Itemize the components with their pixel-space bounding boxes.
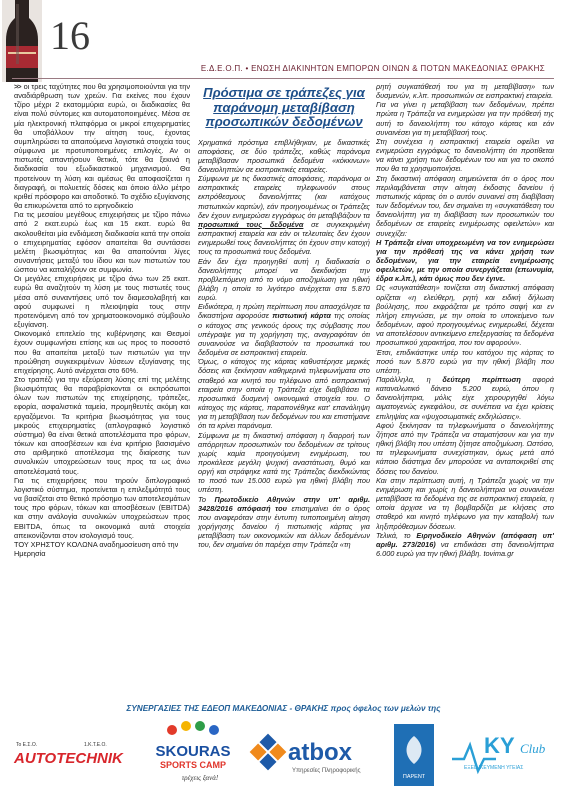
svg-text:K: K: [484, 733, 500, 758]
page-number: 16: [50, 13, 90, 58]
article-text: Ειδικότερα, η πρώτη περίπτωση που απασχόλησε τα δικαστήρια αφορούσε: [198, 302, 370, 321]
col1-paragraph: [14, 82, 190, 210]
header-divider: [12, 78, 554, 79]
article-paragraph: Εάν δεν έχει προηγηθεί αυτή η διαδικασία ο δανειολήπτης μπορεί να διεκδικήσει την προβλεπόμενη από το νόμο αποζημίωση για ηθική βλάβη η οποία το λιγότερο ανέρχεται στα 5.870 ευρώ.: [198, 256, 370, 303]
skouras-sports-camp-logo[interactable]: [150, 718, 236, 792]
article-text: να επιδικάσει στη δανειολήπτρια 6.000 ευρώ για την ηθική βλάβη. tovima.gr: [376, 539, 554, 558]
page-header: [0, 0, 567, 78]
key-club-logo[interactable]: [442, 718, 554, 792]
emphasis-paragraph: Η Τράπεζα είναι υποχρεωμένη να τον ενημερώσει για την πρόθεσή της να κάνει χρήση των δεδομένων, για την εταιρεία ενημέρωσης οφειλετών, με την οποία συνεργάζεται (επωνυμία, έδρα κ.λπ.), κάτι όμως που δεν έγινε.: [376, 237, 554, 284]
article-title: Πρόστιμα σε τράπεζες για παράνομη μεταβίβαση προσωπικών δεδομένων: [203, 85, 365, 129]
key-club-sub-text: ΕΞΕΙΔΙΚΕΥΜΕΝΗ ΥΓΕΙΑΣ: [464, 765, 524, 771]
article-paragraph: ρητή συγκατάθεσή του για τη μεταβίβαση» των δυσμενών, κ.λπ. προσωπικών σε εισπρακτική εταιρεία.: [376, 82, 554, 101]
article-paragraph: Σύμφωνα με τη δικαστική απόφαση η διαρροή των απόρρητων προσωπικών του δεδομένων σε τρίτους χωρίς καμία προηγούμενη ενημέρωση, του προκάλεσε μεγάλη ψυχική αναστάτωση, θυμό και οργή και στράφηκε κατά της Τράπεζας διεκδικώντας το ποσό των 15.000 ευρώ για ηθική βλάβη που υπέστη.: [198, 430, 370, 495]
key-club-logo-graphic: [442, 725, 554, 785]
emphasis-text: Πρωτοδικείο Αθηνών στην υπ' αριθμ. 3428/2016 απόφασή του: [198, 494, 370, 513]
col1-paragraph: Στο τραπέζι για την εξεύρεση λύσης επί της μελέτης βιωσιμότητας θα παραβρίσκονται οι εκπρόσωποι όλων των πιστωτών της επιχείρησης, τράπεζες, εφορία, ασφαλιστικά ταμεία, προμηθευτές ακόμη και εργαζόμενοι. Τα κριτήρια βιωσιμότητας για τους μικρούς επιχειρηματίες (απλογραφικό λογιστικό σύστημα) θα είναι θετικά αποτελέσματα προ φόρων, τόκων και αποσβέσεων και ένα κριτήριο βασισμένο στο αριθμητικό αποτέλεσμα της διαίρεσης των συνολικών υποχρεώσεων τους προς τα ως άνω αποτελέσματά τους.: [14, 375, 190, 476]
svg-text:Y: Y: [500, 733, 515, 758]
article-paragraph: Στη συνέχεια η εισπρακτική εταιρεία οφείλει να ενημερώσει εγγράφως το δανειολήπτη ότι προτίθεται να κάνει χρήση των δεδομένων του και για το σκοπό που θα τα χρησιμοποιήσει.: [376, 136, 554, 174]
column-3: [376, 82, 554, 694]
emphasis-text: προσωπικά τους δεδομένα: [198, 219, 304, 229]
atbox-name-text: atbox: [288, 739, 353, 766]
wine-bottle-icon: [2, 0, 42, 82]
continue-mark: >>: [14, 82, 21, 91]
column-1: [14, 82, 190, 694]
atbox-sub-text: Υπηρεσίες Πληροφορικής: [292, 768, 361, 774]
publication-header-title: Ε.Δ.Ε.Ο.Π. • ΕΝΩΣΗ ΔΙΑΚΙΝΗΤΩΝ ΕΜΠΟΡΩΝ ΟΙΝΩΝ & ΠΟΤΩΝ ΜΑΚΕΔΟΝΙΑΣ ΘΡΑΚΗΣ: [200, 64, 545, 73]
col1-paragraph: Για τις μεσαίου μεγέθους επιχειρήσεις με τζίρο πάνω από 2 εκατ.ευρώ έως και 15 εκατ. ευρώ θα ακολουθείται μία ενδιάμεση διαδικασία κατά την οποία ο επιχειρηματίας εφόσον απαιτείται θα συντάσσει μελέτη βιωσιμότητας και θα απαιτούνται λίγες συναντήσεις μεταξύ του ίδιου και των πιστωτών του ώσπου να καταλήξουν σε συμφωνία.: [14, 210, 190, 275]
sponsors-title: ΣΥΝΕΡΓΑΣΙΕΣ ΤΗΣ ΕΔΕΟΠ ΜΑΚΕΔΟΝΙΑΣ - ΘΡΑΚΗΣ προς όφελος των μελών της: [126, 704, 441, 713]
emphasis-text: πιστωτική κάρτα: [272, 311, 331, 321]
autotechnik-logo-graphic: [12, 735, 124, 775]
autotechnik-small-text: Το Ε.Σ.Ο.: [16, 742, 38, 748]
sponsors-footer: [10, 704, 557, 796]
article-paragraph: Για να γίνει η μεταβίβαση των δεδομένων, πρέπει πρώτα η Τράπεζα να ενημερώσει για την πρόθεσή της αυτή το δανειολήπτη του κάτοχο κάρτας και εάν συναινέσει για τη μεταβίβασή τους.: [376, 100, 554, 137]
col1-paragraph: Οι μεγάλες επιχειρήσεις με τζίρο άνω των 25 εκατ. ευρώ θα αναζητούν τη λύση με τους πιστωτές τους μέσα από συναντήσεις υπό τον διαμεσολαβητή και αφού συμφωνεί η πλειοψηφία τους στην προτεινόμενη από τον χρηματοοικονομικό σύμβουλο εξυγίανση.: [14, 274, 190, 330]
article-paragraph: Χρηματικά πρόστιμα επιβλήθηκαν, με δικαστικές αποφάσεις, σε δύο τράπεζες, καθώς παράνομα μεταβίβασαν προσωπικά δεδομένα «κόκκινων» δανειοληπτών σε εισπρακτικές εταιρείες.: [198, 137, 370, 174]
autotechnik-logo[interactable]: [12, 718, 124, 792]
article-paragraph: Και στην περίπτωση αυτή, η Τράπεζα χωρίς να την ενημέρωση και χωρίς η δανειολήπτρια να συναινέσει μεταβίβασε τα δεδομένα της σε εισπρακτική εταιρεία, η οποία άρχισε να τη βομβαρδίζει με κλήσεις στο σταθερό και κινητό τηλέφωνο για την καταβολή των ληξιπρόθεσμων δόσεων.: [376, 475, 554, 531]
article-paragraph: [376, 531, 554, 558]
article-text: αφορά καταναλωτικό δάνειο 5.200 ευρώ, όπου η δανειολήπτρια, μόλις είχε χειρουργηθεί λόγω αιματογενώς εγκεφάλου, σε συνέπεια να έχει κρίσεις επιληψίας και «ψυχοσωματικές εκδηλώσεις».: [376, 375, 554, 421]
article-text: της οποίας ο κάτοχος στις γενικούς όρους της σύμβασης που υπέγραψε για τη χορήγηση της, αναγραφόταν ότι συναινούσε να διαβιβαστούν τα προσωπικά του δεδομένα σε εισπρακτική εταιρεία.: [198, 311, 370, 358]
article-paragraph: Ως «συγκατάθεση» τονίζεται στη δικαστική απόφαση ορίζεται «η ελεύθερη, ρητή και ειδική δήλωση βούλησης, που εκφράζεται με τρόπο σαφή και εν πλήρη επιγνώσει, με την οποία το υποκείμενο των δεδομένων, αφού προηγουμένως ενημερωθεί, δέχεται να αποτελέσουν αντικείμενο επεξεργασίας τα δεδομένα προσωπικού χαρακτήρα, που τον αφορούν».: [376, 283, 554, 348]
article-paragraph: [198, 495, 370, 550]
emphasis-text: Ειρηνοδικείο Αθηνών (απόφαση υπ' αριθμ. 273/2016): [376, 530, 554, 549]
column-2: [198, 82, 370, 694]
emphasis-text: δεύτερη περίπτωση: [442, 375, 521, 384]
parent-name-text: ΠΑΡΕΝΤ: [402, 774, 426, 780]
article-text: επισημαίνει ότι ο όρος που αναφερόταν στην έντυπη τυποποιημένη αίτηση χορήγησης δανείου ή πιστωτικής κάρτας για μεταβίβαση των οικονομικών και άλλων δεδομένων του, δεν σημαίνει ότι παρέχει στην Τράπεζα «τη: [198, 503, 370, 550]
article-text: σε συγκεκριμένη εισπρακτική εταιρεία και εάν οι τελευταίες δεν έχουν ενημερωθεί τους δανειολήπτες ότι έχουν στην κατοχή τους τα προσωπικά τους δεδομένα.: [198, 219, 370, 257]
article-text: Το: [198, 494, 206, 504]
key-club-name-text: Club: [520, 741, 546, 756]
article-paragraph: [198, 174, 370, 256]
article-paragraph: [198, 302, 370, 357]
col1-paragraph: Για τις επιχειρήσεις που τηρούν διπλογραφικό λογιστικό σύστημα, προτείνεται η επιλεξιμότητά τους να βασίζεται στο θετικό πρόσημο των αποτελεσμάτων τους προ φόρων, τόκων και αποσβέσεων (EBITDA) και στην ανάλογία συνολικών υποχρεώσεων προς EBITDA, όπως τα οικονομικά αυτά στοιχεία απεικονίζονται στον ισολογισμό τους.: [14, 475, 190, 540]
skouras-sub-text: SPORTS CAMP: [159, 760, 227, 770]
atbox-logo-graphic: [246, 730, 386, 780]
col1-text: οι τρεις ταχύτητες που θα χρησιμοποιούνται για την αναδιάρθρωση των χρεών. Για εκείνες που έχουν τζίρο μέχρι 2 εκατομμύρια ευρώ, οι διαδικασίες θα είναι πολύ σύντομες και αυτοματοποιημένες. Μέσα σε μία ηλεκτρονική πλατφόρμα οι μικροί επιχειρηματίες θα υποβάλλουν την αίτηση τους, έχοντας συμπληρώσει τα απαιτούμενα λογιστικά στοιχεία τους σύμφωνα με προτυποποιημένες επιλογές. Αν οι πιστωτές απαντήσουν θετικά, τότε θα ξεκινά η διαδικασία του εξωδικαστικού μηχανισμού. Θα προτείνουν τη λύση και αμέσως θα αποφασίζεται η διαγραφή, οι πολυετείς δόσεις και όποιο άλλο μέτρο κριθεί πρόσφορο και αποδοτικό. Το σχέδιο εξυγίανσης θα επικυρώνεται από το ειρηνοδικείο: [14, 82, 190, 211]
article-paragraph: Έτσι, επιδικάστηκε υπέρ του κατόχου της κάρτας το ποσό των 5.870 ευρώ για την ηθική βλάβη που υπέστη.: [376, 347, 554, 375]
col1-paragraph: Οικονομικό επιτελείο της κυβέρνησης και Θεσμοί έχουν συμφωνήσει επίσης και ως προς το ποσοστό που θα απαιτείται μεταξύ των πιστωτών για την προώθηση συγκεκριμένων λύσεων εξυγίανσης της επιχείρησης. Αυτό ανέρχεται στο 60%.: [14, 329, 190, 375]
skouras-name-text: SKOURAS: [155, 743, 231, 760]
article-paragraph: Αφού ξεκίνησαν τα τηλεφωνήματα ο δανειολήπτης ζήτησε από την Τράπεζα να σταματήσουν και για την ηθική βλάβη που υπέστη ζήτησε αποζημίωση. Ωστόσο, τα τηλεφωνήματα συνεχίστηκαν, όμως μετά από κάποιο διάστημα δεν μπορούσε να ανταποκριθεί στις δόσεις του δανείου.: [376, 420, 554, 476]
article-paragraph: [376, 375, 554, 421]
parent-logo-graphic: [392, 722, 436, 788]
skouras-slogan-text: τρέχεις ξανά!: [181, 774, 219, 782]
article-text: Σύμφωνα με τις δικαστικές αποφάσεις, παράνομα οι εισπρακτικές εταιρείες τηλεφωνούν στους εκπρόθεσμους δανειολήπτες (και κατόχους πιστωτικών καρτών), εάν προηγουμένως οι Τράπεζες δεν έχουν ενημερώσει εγγράφως ότι μεταβιβάζουν τα: [198, 174, 370, 220]
autotechnik-tag-text: 1.Κ.Τ.Ε.Ο.: [84, 742, 107, 748]
article-text: Παράλληλα, η: [376, 375, 431, 384]
parent-logo[interactable]: [392, 718, 436, 792]
skouras-logo-graphic: [150, 718, 236, 792]
article-paragraph: Όμως, ο κάτοχος της κάρτας καθυστέρησε μερικές δόσεις και ξεκίνησαν καθημερινά τηλεφωνήματα στο σταθερό και κινητό του τηλέφωνο από εισπρακτική εταιρεία στην οποία η Τράπεζα είχε διαβιβάσει τα προσωπικά δυσμενή οικονομικά στοιχεία του. Ο κάτοχος της κάρτας, παραπονέθηκε κατ' επανάληψη για τη μεταβίβαση των δεδομένων του και επιστήμανε ότι τα κρίνει παράνομα.: [198, 357, 370, 431]
autotechnik-name-text: AUTOTECHNIK: [14, 750, 123, 767]
atbox-logo[interactable]: [246, 718, 386, 792]
author-credit: ΤΟΥ ΧΡΗΣΤΟΥ ΚΟΛΩΝΑ αναδημοσίευση από την Ημερησία: [14, 539, 179, 558]
article-text: Τελικά, το: [376, 530, 411, 540]
article-paragraph: Στη δικαστική απόφαση σημειώνεται ότι ο όρος που περιλαμβάνεται στην αίτηση έκδοσης δανείου ή πιστωτικής κάρτας ότι ο αυτόν συναινεί στη διαβίβαση των δεδομένων του, δεν σημαίνει τη «συγκατάθεση του δανειολήπτη για τη διαβίβαση των προσωπικών του δεδομένων σε εταιρείες ενημέρωσης οφειλετών» και συνεχίζει:: [376, 173, 554, 238]
